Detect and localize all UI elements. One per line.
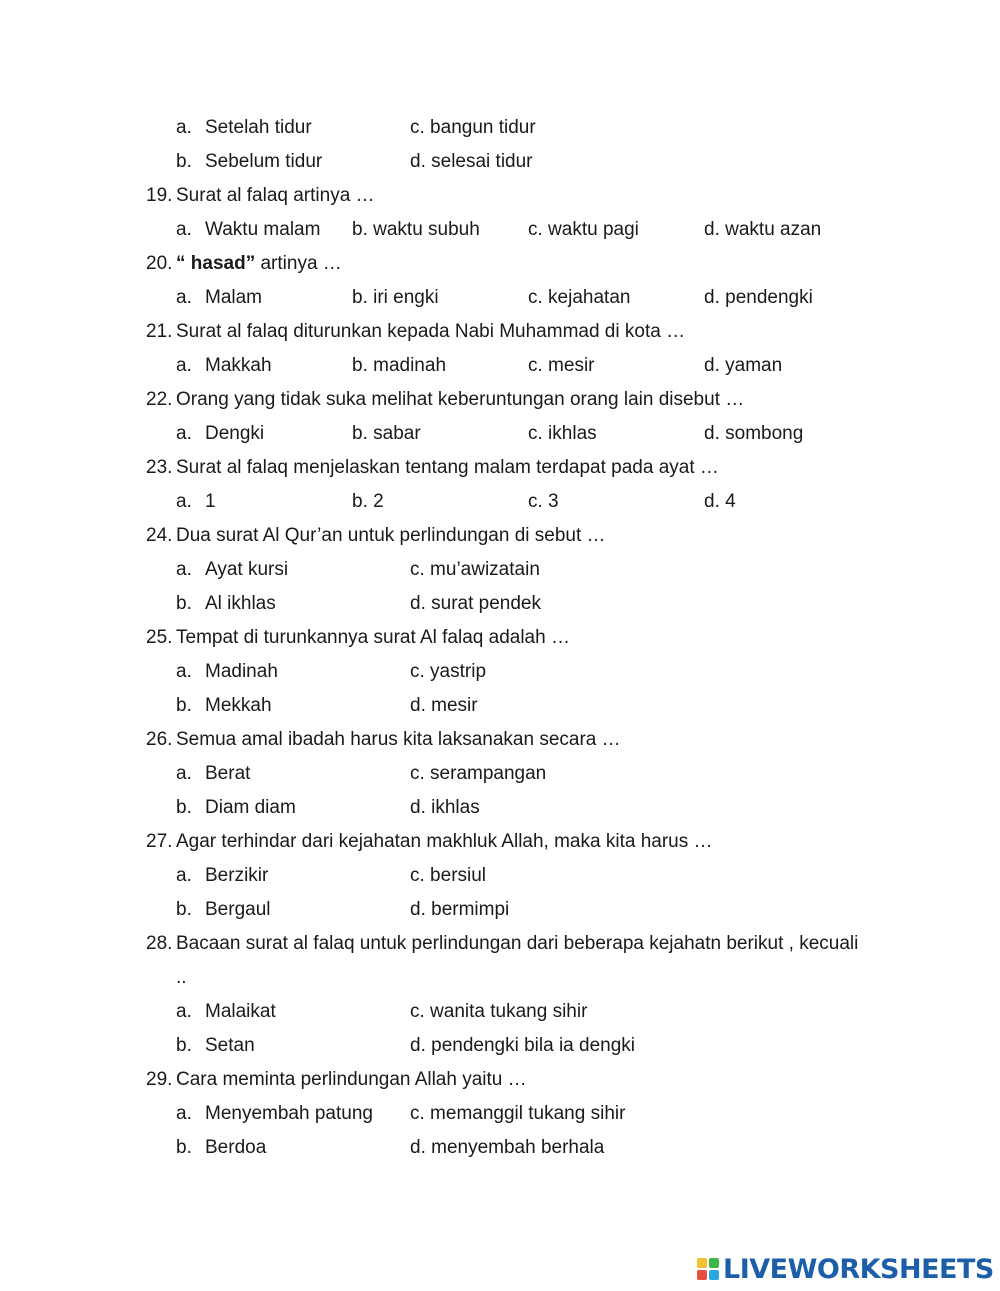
- answer-option: [352, 355, 446, 377]
- question-number: 22.: [146, 389, 173, 410]
- option-letter: a.: [176, 355, 192, 376]
- answer-option: [176, 117, 312, 139]
- answer-options-row: [0, 117, 1000, 139]
- answer-option: [410, 763, 546, 785]
- option-letter: b.: [176, 593, 192, 614]
- option-letter: a.: [176, 1103, 192, 1124]
- answer-option: [352, 491, 384, 513]
- answer-option: [176, 1035, 255, 1057]
- option-letter: a.: [176, 661, 192, 682]
- option-text: d. selesai tidur: [410, 151, 533, 172]
- option-text: c. ikhlas: [528, 423, 597, 444]
- logo-block: [709, 1258, 719, 1268]
- question-number: 28.: [146, 933, 173, 954]
- option-letter: b.: [176, 151, 192, 172]
- answer-option: [410, 1137, 604, 1159]
- answer-option: [176, 899, 271, 921]
- option-text: c. mu’awizatain: [410, 559, 540, 580]
- option-letter: b.: [176, 899, 192, 920]
- answer-option: [176, 287, 262, 309]
- question-text: [176, 253, 342, 275]
- option-text: c. 3: [528, 491, 559, 512]
- question-text: Surat al falaq diturunkan kepada Nabi Muhammad di kota …: [176, 321, 686, 342]
- option-text: d. bermimpi: [410, 899, 510, 920]
- answer-option: [410, 1001, 587, 1023]
- option-text: Madinah: [205, 661, 278, 682]
- answer-options-row: [0, 1137, 1000, 1159]
- answer-options-row: [0, 1035, 1000, 1057]
- answer-option: [528, 423, 597, 445]
- option-letter: b.: [176, 1137, 192, 1158]
- answer-options-row: [0, 763, 1000, 785]
- option-letter: b.: [176, 695, 192, 716]
- answer-options-row: [0, 151, 1000, 173]
- answer-option: [704, 355, 782, 377]
- answer-options-row: [0, 797, 1000, 819]
- option-text: c. serampangan: [410, 763, 547, 784]
- answer-options-row: [0, 559, 1000, 581]
- question-text: Dua surat Al Qur’an untuk perlindungan di sebut …: [176, 525, 606, 546]
- question-text: Orang yang tidak suka melihat keberuntungan orang lain disebut …: [176, 389, 745, 410]
- question-text-continued: ..: [176, 967, 187, 988]
- question-keyword: “ hasad”: [176, 253, 256, 274]
- answer-option: [352, 423, 421, 445]
- answer-options-row: [0, 899, 1000, 921]
- option-text: c. wanita tukang sihir: [410, 1001, 588, 1022]
- option-text: d. pendengki bila ia dengki: [410, 1035, 636, 1056]
- answer-option: [410, 559, 540, 581]
- option-text: b. sabar: [352, 423, 421, 444]
- option-text: Al ikhlas: [205, 593, 276, 614]
- option-letter: a.: [176, 865, 192, 886]
- answer-options-row: [0, 355, 1000, 377]
- question-number: 24.: [146, 525, 173, 546]
- answer-option: [528, 355, 595, 377]
- question-number: 20.: [146, 253, 173, 274]
- answer-option: [704, 287, 813, 309]
- option-text: d. mesir: [410, 695, 478, 716]
- option-text: c. bersiul: [410, 865, 487, 886]
- answer-option: [176, 219, 320, 241]
- question-text-rest: artinya …: [255, 253, 342, 274]
- option-letter: a.: [176, 559, 192, 580]
- option-text: Ayat kursi: [205, 559, 289, 580]
- answer-option: [176, 1103, 373, 1125]
- logo-text: LIVEWORKSHEETS: [723, 1253, 994, 1285]
- option-text: Sebelum tidur: [205, 151, 323, 172]
- option-letter: a.: [176, 491, 192, 512]
- option-text: Berzikir: [205, 865, 269, 886]
- option-text: 1: [205, 491, 216, 512]
- option-text: b. 2: [352, 491, 384, 512]
- answer-option: [410, 117, 536, 139]
- answer-option: [176, 695, 272, 717]
- answer-option: [410, 661, 486, 683]
- answer-option: [410, 899, 509, 921]
- option-text: c. memanggil tukang sihir: [410, 1103, 626, 1124]
- option-text: Malam: [205, 287, 263, 308]
- logo-block: [697, 1258, 707, 1268]
- answer-options-row: [0, 593, 1000, 615]
- answer-option: [176, 763, 250, 785]
- option-text: d. pendengki: [704, 287, 813, 308]
- answer-option: [410, 1103, 625, 1125]
- answer-options-row: [0, 695, 1000, 717]
- option-text: Setelah tidur: [205, 117, 312, 138]
- option-text: d. menyembah berhala: [410, 1137, 605, 1158]
- option-letter: a.: [176, 287, 192, 308]
- option-text: b. madinah: [352, 355, 447, 376]
- answer-option: [528, 219, 639, 241]
- option-text: c. waktu pagi: [528, 219, 639, 240]
- option-letter: a.: [176, 1001, 192, 1022]
- answer-option: [176, 797, 296, 819]
- option-text: b. iri engki: [352, 287, 439, 308]
- answer-option: [176, 491, 216, 513]
- answer-option: [410, 695, 478, 717]
- answer-options-row: [0, 491, 1000, 513]
- answer-option: [410, 797, 480, 819]
- answer-option: [176, 355, 272, 377]
- option-text: Makkah: [205, 355, 272, 376]
- option-letter: a.: [176, 219, 192, 240]
- answer-option: [176, 423, 264, 445]
- question-number: 21.: [146, 321, 173, 342]
- answer-option: [704, 491, 736, 513]
- option-text: d. waktu azan: [704, 219, 822, 240]
- option-text: d. sombong: [704, 423, 804, 444]
- answer-options-row: [0, 1001, 1000, 1023]
- answer-option: [528, 491, 559, 513]
- option-text: d. yaman: [704, 355, 783, 376]
- answer-option: [410, 865, 486, 887]
- question-text: Bacaan surat al falaq untuk perlindungan dari beberapa kejahatn berikut , kecuali: [176, 933, 859, 954]
- option-letter: b.: [176, 1035, 192, 1056]
- option-text: d. 4: [704, 491, 736, 512]
- answer-option: [410, 1035, 635, 1057]
- option-letter: b.: [176, 797, 192, 818]
- answer-option: [176, 559, 288, 581]
- option-text: Waktu malam: [205, 219, 321, 240]
- question-number: 26.: [146, 729, 173, 750]
- question-text: Agar terhindar dari kejahatan makhluk Allah, maka kita harus …: [176, 831, 713, 852]
- logo-block: [697, 1270, 707, 1280]
- question-number: 23.: [146, 457, 173, 478]
- option-letter: a.: [176, 763, 192, 784]
- answer-options-row: [0, 287, 1000, 309]
- question-text: Surat al falaq artinya …: [176, 185, 375, 206]
- liveworksheets-logo: [697, 1254, 994, 1284]
- answer-options-row: [0, 661, 1000, 683]
- answer-option: [410, 151, 533, 173]
- question-text: Cara meminta perlindungan Allah yaitu …: [176, 1069, 527, 1090]
- option-text: Menyembah patung: [205, 1103, 373, 1124]
- option-text: Malaikat: [205, 1001, 276, 1022]
- question-number: 29.: [146, 1069, 173, 1090]
- answer-option: [176, 151, 322, 173]
- answer-option: [176, 593, 276, 615]
- option-text: c. mesir: [528, 355, 595, 376]
- answer-option: [352, 287, 439, 309]
- option-text: Bergaul: [205, 899, 271, 920]
- option-text: c. bangun tidur: [410, 117, 536, 138]
- option-text: d. ikhlas: [410, 797, 480, 818]
- option-text: d. surat pendek: [410, 593, 541, 614]
- option-text: Berdoa: [205, 1137, 267, 1158]
- question-number: 19.: [146, 185, 173, 206]
- answer-options-row: [0, 423, 1000, 445]
- answer-option: [176, 1001, 276, 1023]
- answer-option: [176, 865, 268, 887]
- answer-option: [528, 287, 630, 309]
- option-text: b. waktu subuh: [352, 219, 480, 240]
- question-number: 25.: [146, 627, 173, 648]
- option-text: c. kejahatan: [528, 287, 631, 308]
- option-text: Diam diam: [205, 797, 296, 818]
- question-text: Tempat di turunkannya surat Al falaq adalah …: [176, 627, 570, 648]
- answer-options-row: [0, 865, 1000, 887]
- answer-option: [704, 219, 821, 241]
- answer-options-row: [0, 1103, 1000, 1125]
- answer-option: [352, 219, 480, 241]
- option-text: Mekkah: [205, 695, 272, 716]
- option-text: c. yastrip: [410, 661, 487, 682]
- answer-options-row: [0, 219, 1000, 241]
- question-text: Semua amal ibadah harus kita laksanakan secara …: [176, 729, 621, 750]
- logo-block: [709, 1270, 719, 1280]
- answer-option: [704, 423, 803, 445]
- option-text: Setan: [205, 1035, 255, 1056]
- answer-option: [176, 1137, 266, 1159]
- option-text: Berat: [205, 763, 251, 784]
- option-text: Dengki: [205, 423, 265, 444]
- answer-option: [176, 661, 278, 683]
- question-number: 27.: [146, 831, 173, 852]
- option-letter: a.: [176, 117, 192, 138]
- answer-option: [410, 593, 541, 615]
- option-letter: a.: [176, 423, 192, 444]
- logo-blocks-icon: [697, 1258, 719, 1280]
- question-text: Surat al falaq menjelaskan tentang malam terdapat pada ayat …: [176, 457, 719, 478]
